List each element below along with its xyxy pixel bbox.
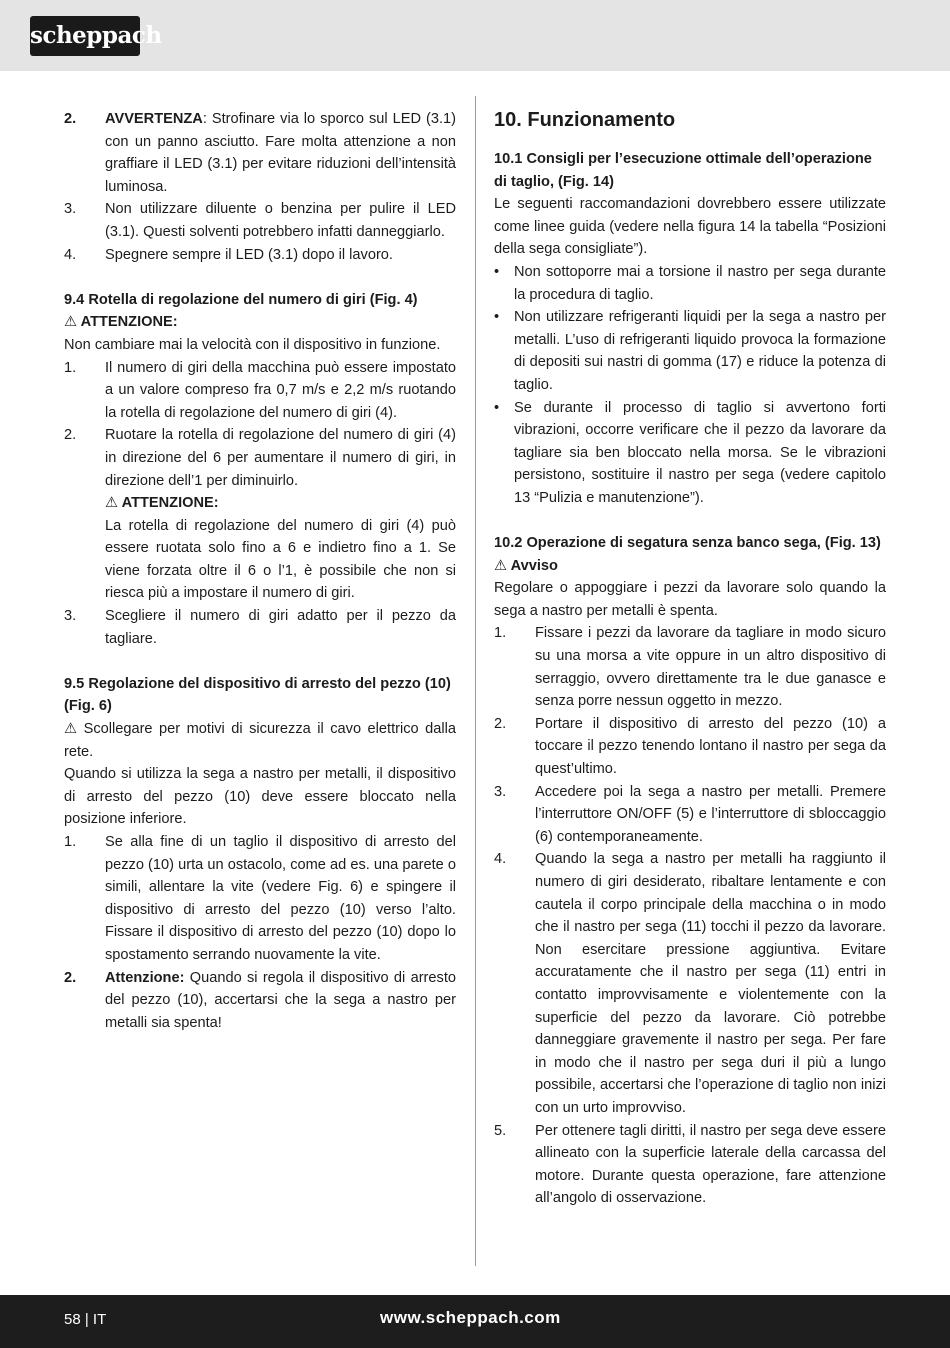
- list-item: 3. Scegliere il numero di giri adatto per il pezzo da tagliare.: [64, 608, 456, 647]
- warning-text: ⚠ Scollegare per motivi di sicurezza il cavo elettrico dalla rete.: [64, 718, 456, 763]
- paragraph: Quando si utilizza la sega a nastro per metalli, il dispositivo di arresto del pezzo (10) deve essere bloccato nella posizione inferiore.: [64, 766, 456, 828]
- list-item: 2. Ruotare la rotella di regolazione del numero di giri (4) in direzione del 6 per aumentare il numero di giri, in direzione dell’1 per diminuirlo. ⚠ ATTENZIONE: La rotella di regolazione del numero di giri (4) può essere ruotata solo fino a 6 e indietro fino a 1. Se viene forzata oltre il 6 o l’1, è possibile che non si riesca più a impostare il numero di giri.: [64, 427, 456, 602]
- list-item: 1. Fissare i pezzi da lavorare da tagliare in modo sicuro su una morsa a vite oppure in un altro dispositivo di serraggio, ovvero direttamente tra le due ganasce e senza porre nessun oggetto in mezzo.: [494, 625, 886, 710]
- warning-icon: ⚠: [64, 314, 78, 331]
- bullet-icon: •: [494, 399, 500, 416]
- bullet-icon: •: [494, 263, 500, 280]
- warning-label: ⚠ ATTENZIONE:: [105, 495, 219, 511]
- list-item: 2. Attenzione: Quando si regola il dispositivo di arresto del pezzo (10), accertarsi che la sega a nastro per metalli sia spenta!: [64, 969, 456, 1031]
- list-item: 1. Il numero di giri della macchina può essere impostato a un valore compreso fra 0,7 m/s e 2,2 m/s ruotando la rotella di regolazione del numero di giri (4).: [64, 359, 456, 421]
- paragraph: Le seguenti raccomandazioni dovrebbero essere utilizzate come linee guida (vedere nella figura 14 la tabella “Posizioni della sega consigliate”).: [494, 196, 886, 258]
- list-item: 5. Per ottenere tagli diritti, il nastro per sega deve essere allineato con la superficie laterale della carcassa del motore. Durante questa operazione, fare attenzione all’angolo di osservazione.: [494, 1122, 886, 1207]
- right-column: [494, 108, 886, 1210]
- left-column: [64, 108, 456, 1034]
- section-heading-10-1: 10.1 Consigli per l’esecuzione ottimale dell’operazione di taglio, (Fig. 14): [494, 151, 872, 190]
- bullet-item: • Non sottoporre mai a torsione il nastro per sega durante la procedura di taglio.: [494, 261, 886, 306]
- paragraph: Regolare o appoggiare i pezzi da lavorare solo quando la sega a nastro per metalli è spenta.: [494, 580, 886, 619]
- page-number: 58 | IT: [64, 1311, 107, 1328]
- list-item: 2. Portare il dispositivo di arresto del pezzo (10) a toccare il pezzo tenendo lontano il nastro per sega da quest’ultimo.: [494, 715, 886, 778]
- website-link[interactable]: www.scheppach.com: [380, 1308, 561, 1327]
- section-heading-9-5: 9.5 Regolazione del dispositivo di arresto del pezzo (10) (Fig. 6): [64, 675, 451, 715]
- bullet-item: • Non utilizzare refrigeranti liquidi per la sega a nastro per metalli. L’uso di refrigeranti liquido provoca la formazione di depositi sui nastri di gomma (17) e riduce la potenza di taglio.: [494, 306, 886, 396]
- warning-icon: ⚠: [64, 721, 78, 738]
- footer-bar: [0, 1295, 950, 1348]
- list-item: 1. Se alla fine di un taglio il dispositivo di arresto del pezzo (10) urta un ostacolo, come ad es. una parete o simili, allentare la vite (vedere Fig. 6) e spingere il dispositivo di arresto del pezzo (10) verso l’alto. Fissare il dispositivo di arresto del pezzo (10) dopo lo spostamento serrando nuovamente la vite.: [64, 834, 456, 963]
- header-bar: [0, 0, 950, 71]
- warning-label: ⚠ Avviso: [494, 555, 886, 578]
- list-item: 4. Quando la sega a nastro per metalli ha raggiunto il numero di giri desiderato, ribaltare lentamente e con cautela il corpo principale della macchina o in modo che il nastro per sega (11) tocchi il pezzo da lavorare. Non esercitare pressione aggiuntiva. Evitare accuratamente che il nastro per sega (11) entri in contatto improvvisamente e violentemente con la superficie del pezzo da lavorare. Ciò potrebbe danneggiare gravemente il nastro per sega. Per fare in modo che il nastro per sega duri il più a lungo possibile, accertarsi che l’operazione di taglio non inizi con un urto improvviso.: [494, 851, 886, 1116]
- brand-logo: scheppach: [30, 16, 140, 56]
- bullet-icon: •: [494, 309, 500, 326]
- bullet-item: • Se durante il processo di taglio si avvertono forti vibrazioni, occorre verificare che il pezzo da lavorare da tagliare sia ben bloccato nella morsa. Se le vibrazioni persistono, sostituire il nastro per sega (vedere capitolo 13 “Pulizia e manutenzione”).: [494, 397, 886, 510]
- list-item: 4. Spegnere sempre il LED (3.1) dopo il lavoro.: [64, 246, 393, 263]
- column-divider: [475, 96, 476, 1266]
- list-item: 2. AVVERTENZA: Strofinare via lo sporco sul LED (3.1) con un panno asciutto. Fare molta attenzione a non graffiare il LED (3.1) per evitare riduzioni dell’intensità luminosa.: [64, 111, 456, 195]
- section-heading-9-4: 9.4 Rotella di regolazione del numero di giri (Fig. 4): [64, 291, 418, 308]
- warning-label: ⚠ ATTENZIONE:: [64, 311, 456, 334]
- chapter-title: 10. Funzionamento: [494, 109, 676, 131]
- warning-icon: ⚠: [105, 495, 119, 512]
- list-item: 3. Non utilizzare diluente o benzina per pulire il LED (3.1). Questi solventi potrebbero infatti danneggiarlo.: [64, 201, 456, 240]
- warning-text: Non cambiare mai la velocità con il dispositivo in funzione.: [64, 336, 441, 353]
- section-heading-10-2: 10.2 Operazione di segatura senza banco sega, (Fig. 13): [494, 535, 881, 552]
- list-item: 3. Accedere poi la sega a nastro per metalli. Premere l’interruttore ON/OFF (5) e l’interruttore di sbloccaggio (6) contemporaneamente.: [494, 783, 886, 845]
- warning-icon: ⚠: [494, 557, 508, 574]
